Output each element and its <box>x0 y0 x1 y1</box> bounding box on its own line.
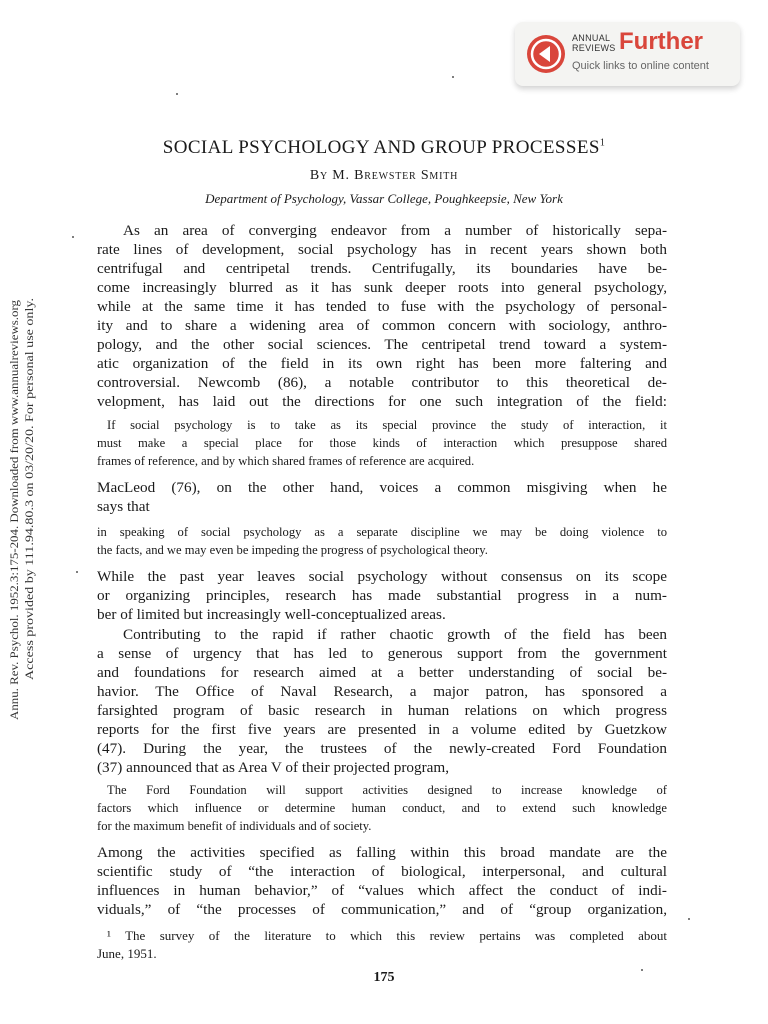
body-line: pology, and the other social sciences. The centripetal trend toward a system- <box>97 336 667 353</box>
body-line: scientific study of “the interaction of biological, interpersonal, and cultural <box>97 863 667 880</box>
badge-title: Further <box>619 28 703 55</box>
author-line: By M. Brewster Smith <box>309 168 459 183</box>
body-line: atic organization of the field in its own right has been more faltering and <box>97 355 667 372</box>
body-line: influences in human behavior,” of “values which affect the conduct of indi- <box>97 882 667 899</box>
quote-line: must make a special place for those kinds of interaction which presuppose shared <box>97 436 667 450</box>
scan-speck <box>452 76 454 78</box>
body-line: viduals,” of “the processes of communication,” and of “group organization, <box>97 901 667 918</box>
quote-line: in speaking of social psychology as a separate discipline we may be doing violence to <box>97 525 667 539</box>
body-line: velopment, has laid out the directions for one such integration of the field: <box>97 393 667 410</box>
body-line: ity and to share a widening area of common concern with sociology, anthro- <box>97 317 667 334</box>
body-line: while at the same time it has tended to fuse with the psychology of personal- <box>97 298 667 315</box>
body-line: While the past year leaves social psychology without consensus on its scope <box>97 568 667 585</box>
body-line: As an area of converging endeavor from a number of historically sepa- <box>123 222 667 239</box>
affiliation-line: Department of Psychology, Vassar College, Poughkeepsie, New York <box>205 191 563 206</box>
play-arrow-icon <box>527 35 565 73</box>
body-line: and foundations for research aimed at a better understanding of social be- <box>97 664 667 681</box>
scan-speck <box>176 93 178 95</box>
title-footnote-mark: 1 <box>599 137 606 149</box>
scan-speck <box>72 236 74 238</box>
body-line: come increasingly blurred as it has sunk deeper roots into general psychology, <box>97 279 667 296</box>
scan-speck <box>76 571 78 573</box>
body-line: (47). During the year, the trustees of the newly-created Ford Foundation <box>97 740 667 757</box>
access-note-line2: Access provided by 111.94.80.3 on 03/20/20. For personal use only. <box>24 370 36 680</box>
body-line: Contributing to the rapid if rather chaotic growth of the field has been <box>123 626 667 643</box>
badge-tagline: Quick links to online content <box>572 60 709 72</box>
body-line: farsighted program of basic research in human relations on which progress <box>97 702 667 719</box>
quote-line: The Ford Foundation will support activities designed to increase knowledge of <box>107 783 667 797</box>
quote-line: the facts, and we may even be impeding the progress of psychological theory. <box>97 543 488 557</box>
body-line: controversial. Newcomb (86), a notable contributor to this theoretical de- <box>97 374 667 391</box>
body-line: Among the activities specified as falling within this broad mandate are the <box>97 844 667 861</box>
body-line: rate lines of development, social psychology has in recent years shown both <box>97 241 667 258</box>
body-line: reports for the first five years are presented in a volume edited by Guetzkow <box>97 721 667 738</box>
quote-line: factors which influence or determine human conduct, and to extend such knowledge <box>97 801 667 815</box>
body-line: or organizing principles, research has made substantial progress in a num- <box>97 587 667 604</box>
article-title: SOCIAL PSYCHOLOGY AND GROUP PROCESSES$^1$ <box>162 137 606 158</box>
page-number: 175 <box>373 970 395 985</box>
scan-speck <box>641 969 643 971</box>
body-line: havior. The Office of Naval Research, a major patron, has sponsored a <box>97 683 667 700</box>
body-line: a sense of urgency that has led to generous support from the government <box>97 645 667 662</box>
quote-line: frames of reference, and by which shared frames of reference are acquired. <box>97 454 475 468</box>
body-line: says that <box>97 498 150 515</box>
footnote-line: ¹ The survey of the literature to which this review pertains was completed about <box>107 928 667 943</box>
further-badge[interactable] <box>515 22 740 86</box>
footnote-line: June, 1951. <box>97 946 157 961</box>
quote-line: If social psychology is to take as its special province the study of interaction, it <box>107 418 667 432</box>
scan-speck <box>688 918 690 920</box>
publisher-name: ANNUAL REVIEWS <box>572 33 616 53</box>
access-note <box>2 295 42 720</box>
body-line: centrifugal and centripetal trends. Centrifugally, its boundaries have be- <box>97 260 667 277</box>
body-line: ber of limited but increasingly well-conceptualized areas. <box>97 606 446 623</box>
body-line: MacLeod (76), on the other hand, voices a common misgiving when he <box>97 479 667 496</box>
quote-line: for the maximum benefit of individuals and of society. <box>97 819 372 833</box>
access-note-line1: Annu. Rev. Psychol. 1952.3:175-204. Downloaded from www.annualreviews.org <box>9 349 21 720</box>
body-line: (37) announced that as Area V of their projected program, <box>97 759 450 776</box>
